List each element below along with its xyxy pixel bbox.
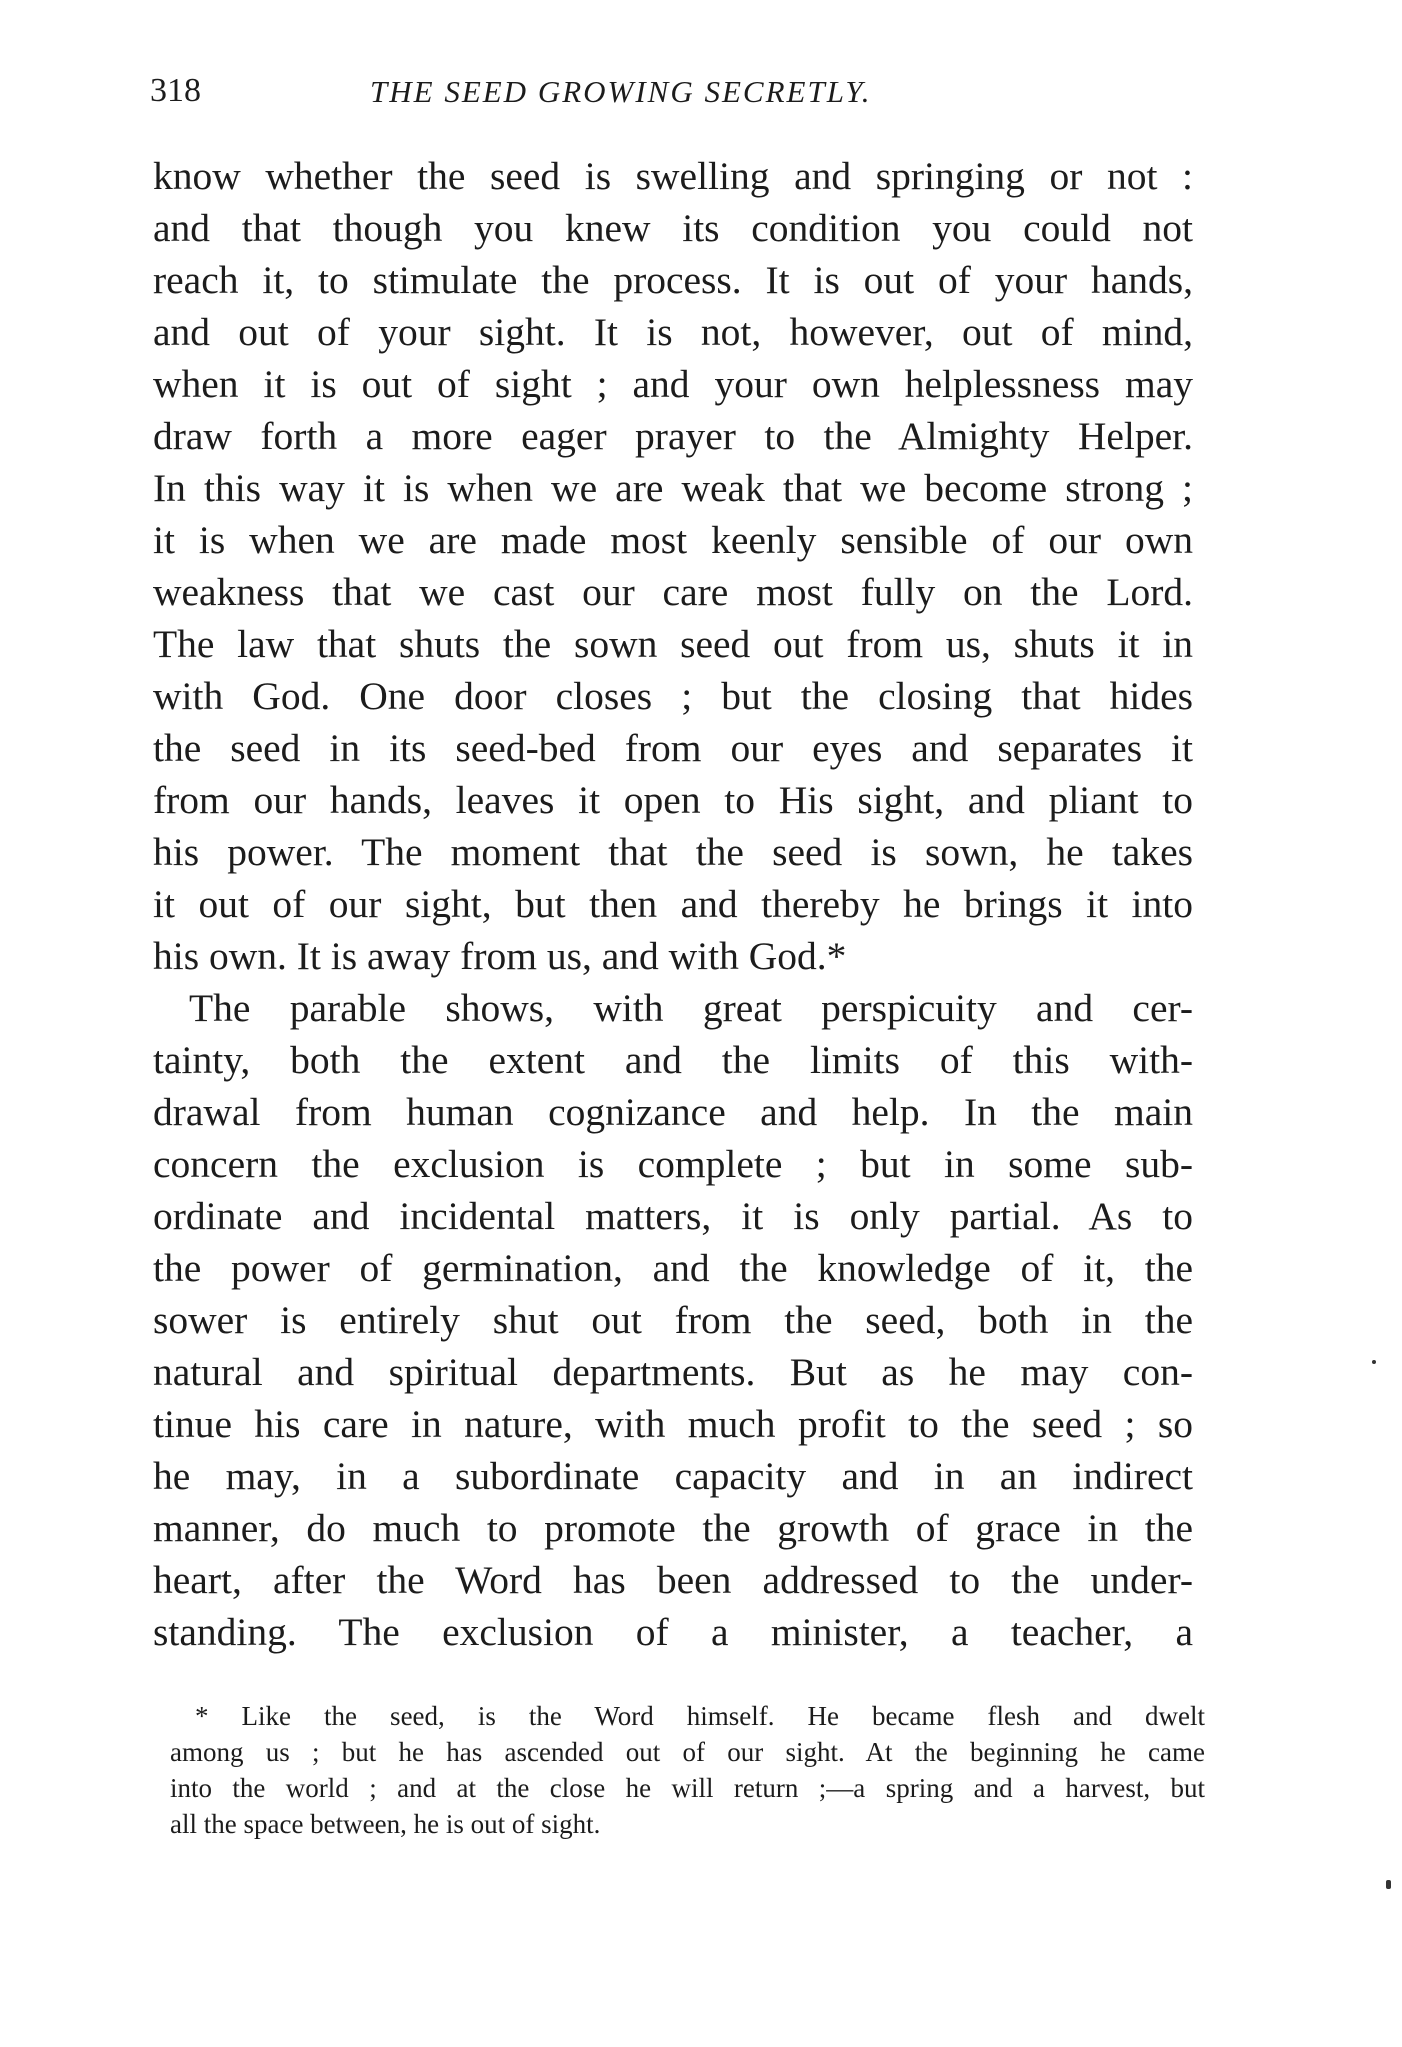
text-line: and that though you knew its condition you could not	[153, 206, 1193, 250]
running-title: THE SEED GROWING SECRETLY.	[370, 74, 872, 109]
text-line: manner, do much to promote the growth of grace in the	[153, 1506, 1193, 1550]
footnote-line: * Like the seed, is the Word himself. He became flesh and dwelt	[195, 1701, 1205, 1731]
running-header	[150, 72, 1200, 122]
text-line: his power. The moment that the seed is sown, he takes	[153, 830, 1193, 874]
text-line: The law that shuts the sown seed out from us, shuts it in	[153, 622, 1193, 666]
text-line: draw forth a more eager prayer to the Almighty Helper.	[153, 414, 1193, 458]
text-line: ordinate and incidental matters, it is only partial. As to	[153, 1194, 1193, 1238]
text-line: concern the exclusion is complete ; but in some sub-	[153, 1142, 1193, 1186]
print-speck	[1386, 1880, 1391, 1889]
text-line: reach it, to stimulate the process. It is out of your hands,	[153, 258, 1193, 302]
text-line: know whether the seed is swelling and springing or not :	[153, 154, 1193, 198]
text-line: it out of our sight, but then and thereby he brings it into	[153, 882, 1193, 926]
text-line: The parable shows, with great perspicuity and cer-	[189, 986, 1193, 1030]
text-line: the seed in its seed-bed from our eyes and separates it	[153, 726, 1193, 770]
footnote	[170, 1698, 1205, 1842]
text-line: In this way it is when we are weak that we become strong ;	[153, 466, 1193, 510]
text-line: the power of germination, and the knowledge of it, the	[153, 1246, 1193, 1290]
text-line: and out of your sight. It is not, however, out of mind,	[153, 310, 1193, 354]
text-line: tinue his care in nature, with much profit to the seed ; so	[153, 1402, 1193, 1446]
text-line: tainty, both the extent and the limits of this with-	[153, 1038, 1193, 1082]
body-text	[153, 150, 1193, 1658]
text-line: he may, in a subordinate capacity and in an indirect	[153, 1454, 1193, 1498]
print-speck	[1372, 1360, 1376, 1364]
footnote-line: all the space between, he is out of sight.	[170, 1809, 601, 1839]
text-line: his own. It is away from us, and with God.*	[153, 934, 847, 978]
text-line: it is when we are made most keenly sensible of our own	[153, 518, 1193, 562]
text-line: when it is out of sight ; and your own helplessness may	[153, 362, 1193, 406]
text-line: heart, after the Word has been addressed to the under-	[153, 1558, 1193, 1602]
footnote-line: into the world ; and at the close he will return ;—a spring and a harvest, but	[170, 1773, 1205, 1803]
text-line: with God. One door closes ; but the closing that hides	[153, 674, 1193, 718]
text-line: standing. The exclusion of a minister, a teacher, a	[153, 1610, 1193, 1654]
text-line: weakness that we cast our care most fully on the Lord.	[153, 570, 1193, 614]
page-number: 318	[150, 72, 201, 109]
text-line: sower is entirely shut out from the seed, both in the	[153, 1298, 1193, 1342]
text-line: natural and spiritual departments. But as he may con-	[153, 1350, 1193, 1394]
footnote-line: among us ; but he has ascended out of our sight. At the beginning he came	[170, 1737, 1205, 1767]
text-line: drawal from human cognizance and help. In the main	[153, 1090, 1193, 1134]
text-line: from our hands, leaves it open to His sight, and pliant to	[153, 778, 1193, 822]
